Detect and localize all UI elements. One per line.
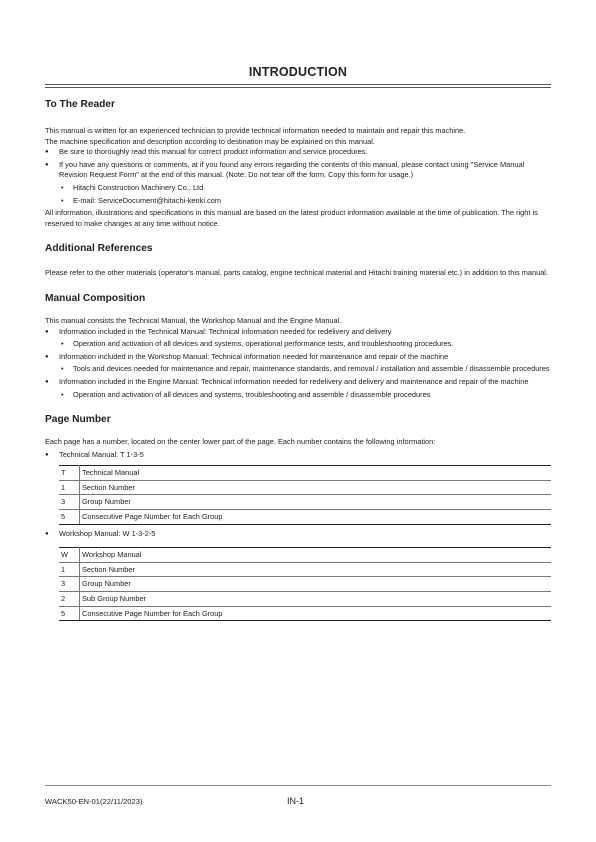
table-row <box>59 495 551 510</box>
heading-additional-references: Additional References <box>45 243 153 255</box>
reader-paragraph-1: This manual is written for an experienced technician to provide technical information needed to maintain and repair this machine. <box>45 126 466 135</box>
title-rule <box>45 84 551 88</box>
table-cell-key: 5 <box>59 606 80 621</box>
composition-sub-technical: • Operation and activation of all devices and systems, operational performance tests, and troubleshooting procedures. <box>45 339 551 350</box>
composition-sub-workshop: • Tools and devices needed for maintenance and repair, maintenance standards, and removal / installation and assemble / disassemble procedures <box>45 364 551 375</box>
technical-manual-label: ● Technical Manual: T 1-3-5 <box>45 450 551 461</box>
workshop-manual-label: ● Workshop Manual: W 1-3-2-5 <box>45 529 551 540</box>
composition-paragraph: This manual consists the Technical Manual, the Workshop Manual and the Engine Manual. <box>45 315 342 325</box>
table-cell-value: Section Number <box>80 562 552 577</box>
table-cell-key: 2 <box>59 592 80 607</box>
heading-to-the-reader: To The Reader <box>45 99 116 110</box>
composition-bullet-engine: ● Information included in the Engine Manual: Technical information needed for redelivery and delivery and maintenance and repair of the machine <box>45 377 551 388</box>
page-title: INTRODUCTION <box>248 65 348 79</box>
page-number-technical <box>45 450 551 461</box>
table-cell-value: Workshop Manual <box>80 548 552 563</box>
reader-bullet-2-text: If you have any questions or comments, at if you found any errors regarding the contents of this manual, please contact using "Service Manual Revision Request Form" at the end of this manual. (Note: Do not tear off the form. Copy this form for usage.) <box>59 159 525 180</box>
table-cell-key: T <box>59 466 80 481</box>
page-number-paragraph: Each page has a number, located on the center lower part of the page. Each number contains the following information: <box>45 437 436 447</box>
reader-paragraph-2: The machine specification and description according to destination may be explained on this manual. <box>45 136 375 146</box>
table-cell-key: 3 <box>59 577 80 592</box>
footer-doc-code: WACK50-EN-01(22/11/2023) <box>45 797 143 806</box>
table-cell-value: Consecutive Page Number for Each Group <box>80 606 552 621</box>
table-row <box>59 606 551 621</box>
table-row <box>59 577 551 592</box>
table-cell-value: Sub Group Number <box>80 592 552 607</box>
table-cell-key: 1 <box>59 562 80 577</box>
contact-email: • E-mail: ServiceDocument@hitachi-kenki.com <box>45 196 551 207</box>
page-content <box>45 98 551 625</box>
footer-rule <box>45 785 551 786</box>
table-row <box>59 480 551 495</box>
reader-paragraph-3: All information, illustrations and specifications in this manual are based on the latest product information available at the time of publication. The right is reserved to make changes at any time without notice. <box>45 208 538 228</box>
table-row <box>59 548 551 563</box>
technical-manual-table <box>59 465 551 524</box>
footer-page-number: IN-1 <box>287 796 305 806</box>
reader-bullets <box>45 147 551 181</box>
contact-list <box>45 183 551 206</box>
table-cell-value: Group Number <box>80 495 552 510</box>
composition-bullet-workshop: ● Information included in the Workshop Manual: Technical information needed for maintenance and repair of the machine <box>45 352 551 363</box>
contact-company: • Hitachi Construction Machinery Co., Ltd. <box>45 183 551 194</box>
table-row <box>59 466 551 481</box>
reader-bullet-1: ● Be sure to thoroughly read this manual for correct product information and service procedures. <box>45 147 551 158</box>
table-cell-value: Section Number <box>80 480 552 495</box>
composition-sub-engine: • Operation and activation of all devices and systems, troubleshooting and assemble / disassemble procedures <box>45 390 551 401</box>
table-cell-key: 3 <box>59 495 80 510</box>
table-row <box>59 562 551 577</box>
reader-bullet-2 <box>45 160 551 181</box>
table-row <box>59 592 551 607</box>
table-cell-key: W <box>59 548 80 563</box>
heading-manual-composition: Manual Composition <box>45 292 146 304</box>
page-number-workshop <box>45 529 551 540</box>
table-cell-key: 1 <box>59 480 80 495</box>
additional-paragraph: Please refer to the other materials (operator's manual, parts catalog, engine technical material and Hitachi training material etc.) in addition to this manual. <box>45 268 549 278</box>
table-cell-value: Technical Manual <box>80 466 552 481</box>
table-row <box>59 510 551 525</box>
heading-page-number: Page Number <box>45 414 111 426</box>
table-cell-value: Consecutive Page Number for Each Group <box>80 510 552 525</box>
composition-bullet-technical: ● Information included in the Technical Manual: Technical information needed for redelivery and delivery <box>45 327 551 338</box>
workshop-manual-table <box>59 547 551 621</box>
composition-list <box>45 327 551 401</box>
table-cell-key: 5 <box>59 510 80 525</box>
table-cell-value: Group Number <box>80 577 552 592</box>
